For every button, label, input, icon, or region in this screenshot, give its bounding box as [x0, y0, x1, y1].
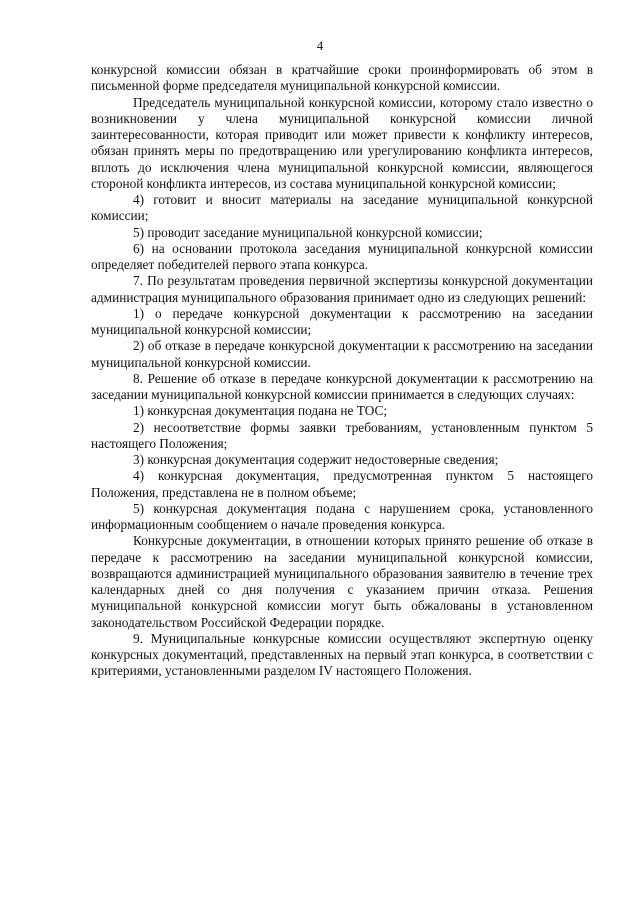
list-item: 4) готовит и вносит материалы на заседание муниципальной конкурсной комиссии; [91, 192, 593, 224]
paragraph: конкурсной комиссии обязан в кратчайшие сроки проинформировать об этом в письменной форме председателя муниципальной конкурсной комиссии. [91, 62, 593, 94]
list-item: 1) конкурсная документация подана не ТОС; [133, 403, 388, 419]
paragraph: 7. По результатам проведения первичной экспертизы конкурсной документации администрация муниципального образования принимает одно из следующих решений: [91, 273, 593, 305]
page-number: 4 [316, 38, 324, 53]
list-item: 4) конкурсная документация, предусмотренная пунктом 5 настоящего Положения, представлена не в полном объеме; [91, 468, 593, 500]
list-item: 5) конкурсная документация подана с нарушением срока, установленного информационным сообщением о начале проведения конкурса. [91, 500, 593, 532]
paragraph: Председатель муниципальной конкурсной комиссии, которому стало известно о возникновении у члена муниципальной конкурсной комиссии личной заинтересованности, которая приводит или может привести к конфликту интересов, обязан принять меры по предотвращению или урегулированию конфликта интересов, вплоть до исключения члена муниципальной конкурсной комиссии, являющегося стороной конфликта интересов, из состава муниципальной конкурсной комиссии; [91, 94, 593, 191]
list-item: 5) проводит заседание муниципальной конкурсной комиссии; [133, 224, 483, 240]
list-item: 2) несоответствие формы заявки требованиям, установленным пунктом 5 настоящего Положения; [91, 419, 593, 451]
list-item: 2) об отказе в передаче конкурсной документации к рассмотрению на заседании муниципальной конкурсной комиссии. [91, 338, 593, 370]
paragraph: Конкурсные документации, в отношении которых принято решение об отказе в передаче к рассмотрению на заседании муниципальной конкурсной комиссии, возвращаются администрацией муниципального образования заявителю в течение трех календарных дней со дня получения с указанием причин отказа. Решения муниципальной конкурсной комиссии могут быть обжалованы в установленном законодательством Российской Федерации порядке. [91, 533, 593, 630]
paragraph: 8. Решение об отказе в передаче конкурсной документации к рассмотрению на заседании муниципальной конкурсной комиссии принимается в следующих случаях: [91, 370, 593, 402]
list-item: 6) на основании протокола заседания муниципальной конкурсной комиссии определяет победителей первого этапа конкурса. [91, 240, 593, 272]
list-item: 1) о передаче конкурсной документации к рассмотрению на заседании муниципальной конкурсной комиссии; [91, 305, 593, 337]
document-body [91, 62, 593, 680]
paragraph: 9. Муниципальные конкурсные комиссии осуществляют экспертную оценку конкурсных документаций, представленных на первый этап конкурса, в соответствии с критериями, установленными разделом IV настоящего Положения. [91, 630, 593, 679]
list-item: 3) конкурсная документация содержит недостоверные сведения; [133, 452, 499, 467]
